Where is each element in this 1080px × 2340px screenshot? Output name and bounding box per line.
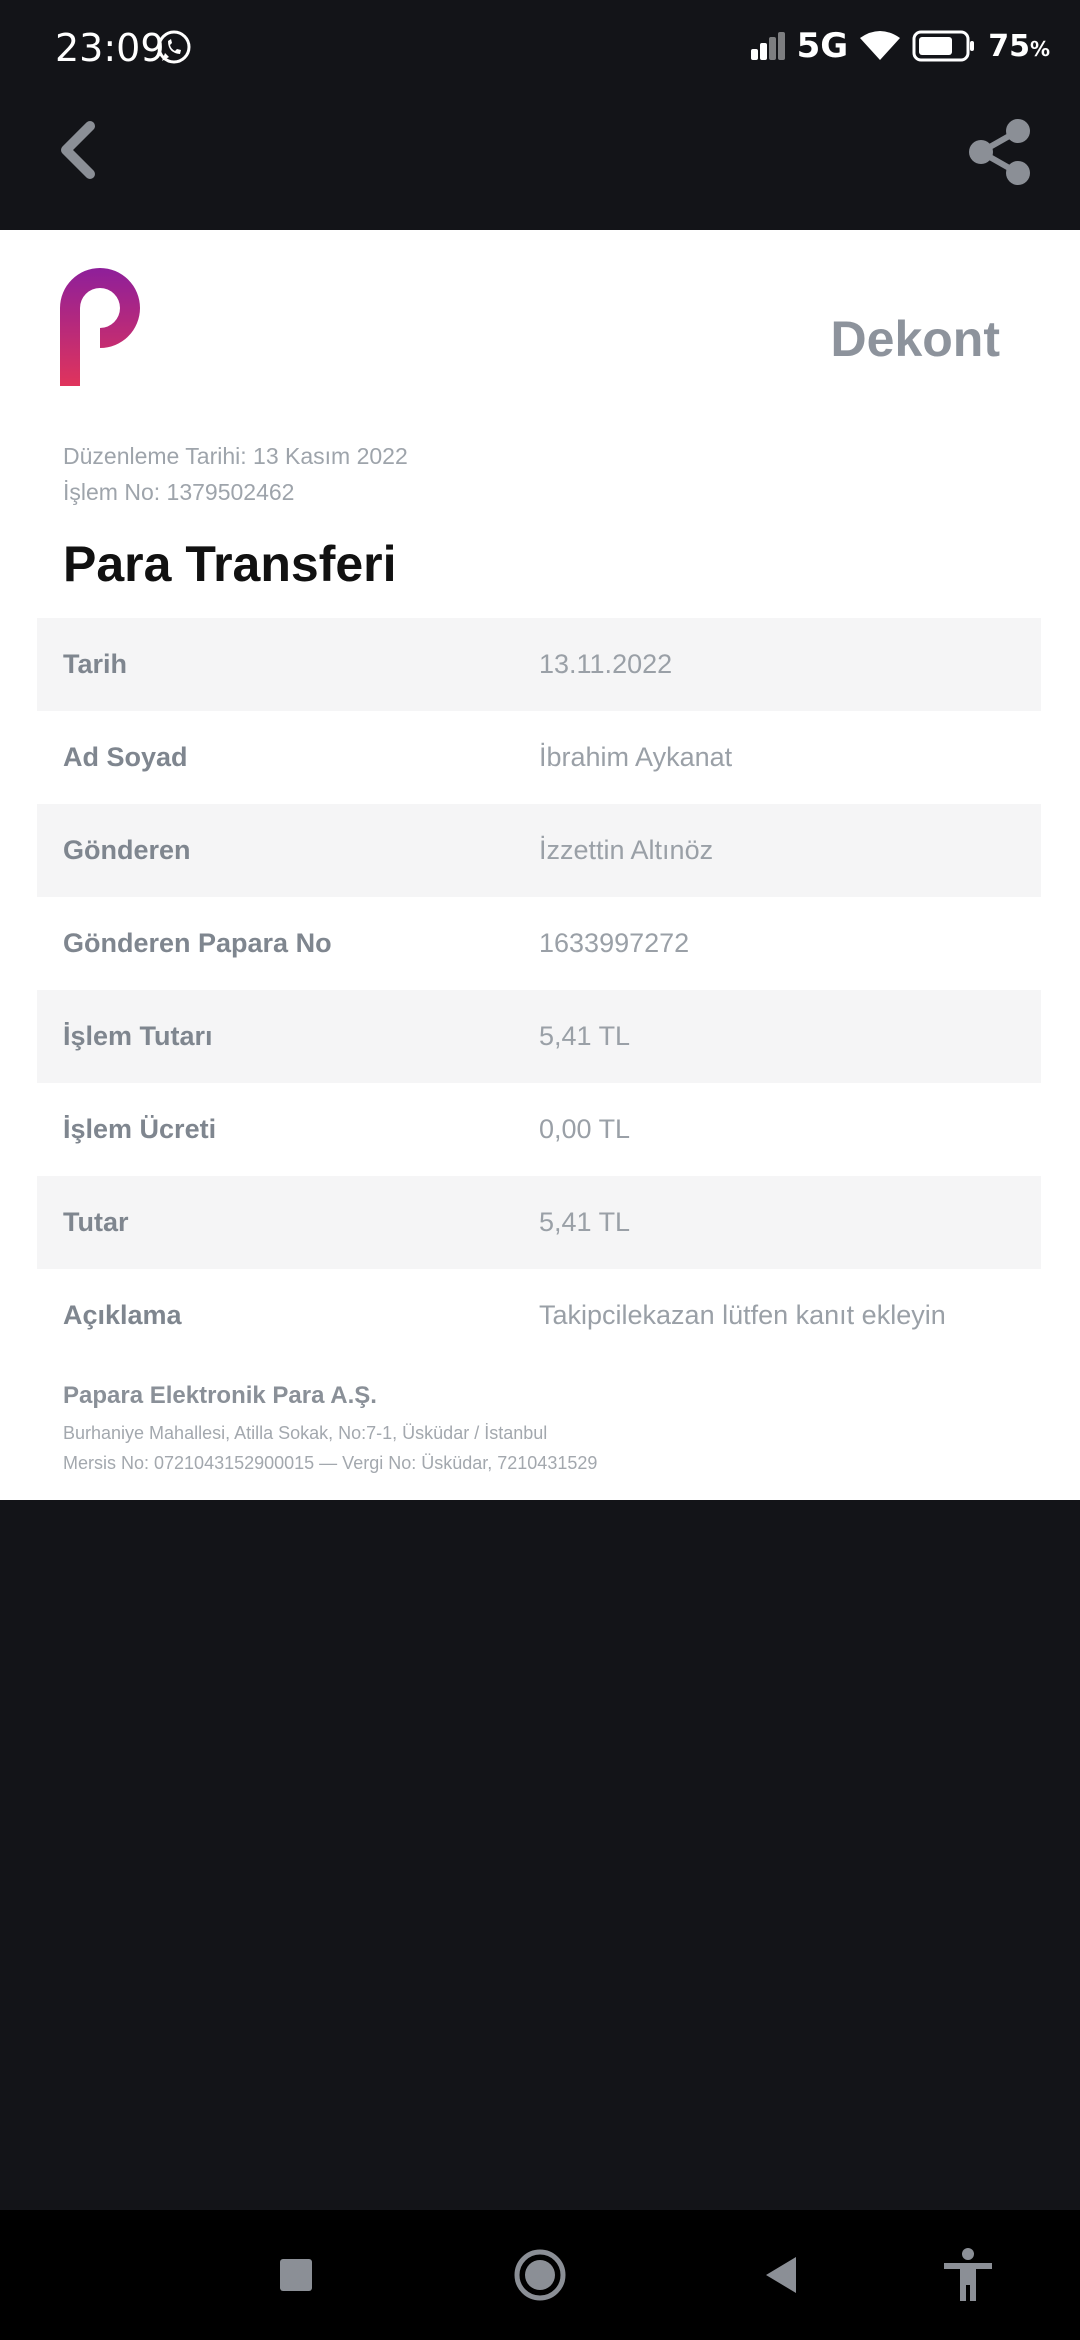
issue-date: Düzenleme Tarihi: 13 Kasım 2022: [63, 443, 408, 469]
battery-icon: [912, 30, 976, 62]
battery-percent: 75%: [988, 28, 1050, 64]
table-row: [37, 1083, 1041, 1176]
company-name: Papara Elektronik Para A.Ş.: [63, 1382, 377, 1409]
receipt-card: [0, 230, 1080, 1500]
table-row: [37, 897, 1041, 990]
table-row: [37, 711, 1041, 804]
row-label: Tarih: [63, 649, 128, 679]
company-info: [63, 1382, 597, 1478]
row-value: 5,41 TL: [539, 1207, 631, 1237]
accessibility-icon[interactable]: [938, 2245, 998, 2305]
status-bar: [0, 0, 1080, 95]
row-value: İzzettin Altınöz: [539, 835, 714, 865]
papara-logo: [60, 268, 140, 388]
page-title: Para Transferi: [63, 536, 397, 592]
network-type: 5G: [796, 26, 849, 66]
app-bar: [0, 95, 1080, 230]
table-row: [37, 1269, 1041, 1362]
table-row: [37, 804, 1041, 897]
details-table: [37, 618, 1041, 1362]
table-row: [37, 618, 1041, 711]
company-address: Burhaniye Mahallesi, Atilla Sokak, No:7-1, Üsküdar / İstanbul: [63, 1423, 548, 1443]
table-row: [37, 990, 1041, 1083]
row-label: Ad Soyad: [63, 742, 188, 772]
recents-icon[interactable]: [266, 2245, 326, 2305]
row-label: Gönderen: [63, 835, 191, 865]
row-label: İşlem Tutarı: [63, 1021, 213, 1051]
wifi-icon: [860, 30, 900, 62]
row-value: İbrahim Aykanat: [539, 742, 733, 772]
back-nav-icon[interactable]: [752, 2245, 812, 2305]
document-title: Dekont: [830, 311, 1000, 367]
home-icon[interactable]: [510, 2245, 570, 2305]
signal-icon: [751, 32, 785, 60]
navigation-bar: [0, 2210, 1080, 2340]
row-label: Gönderen Papara No: [63, 928, 332, 958]
row-label: Tutar: [63, 1207, 129, 1237]
whatsapp-icon: [154, 28, 194, 68]
status-time: 23:09: [55, 26, 165, 70]
row-value: Takipcilekazan lütfen kanıt ekleyin: [539, 1300, 946, 1330]
row-label: İşlem Ücreti: [63, 1114, 217, 1144]
chevron-left-icon[interactable]: [50, 120, 106, 180]
row-value: 5,41 TL: [539, 1021, 631, 1051]
share-icon[interactable]: [965, 117, 1035, 187]
company-registry: Mersis No: 0721043152900015 — Vergi No: Üsküdar, 7210431529: [63, 1453, 598, 1473]
row-value: 1633997272: [539, 928, 690, 958]
row-label: Açıklama: [63, 1300, 182, 1330]
table-row: [37, 1176, 1041, 1269]
receipt-meta: [63, 438, 408, 510]
row-value: 0,00 TL: [539, 1114, 631, 1144]
row-value: 13.11.2022: [539, 649, 673, 679]
transaction-number: İşlem No: 1379502462: [63, 479, 295, 505]
